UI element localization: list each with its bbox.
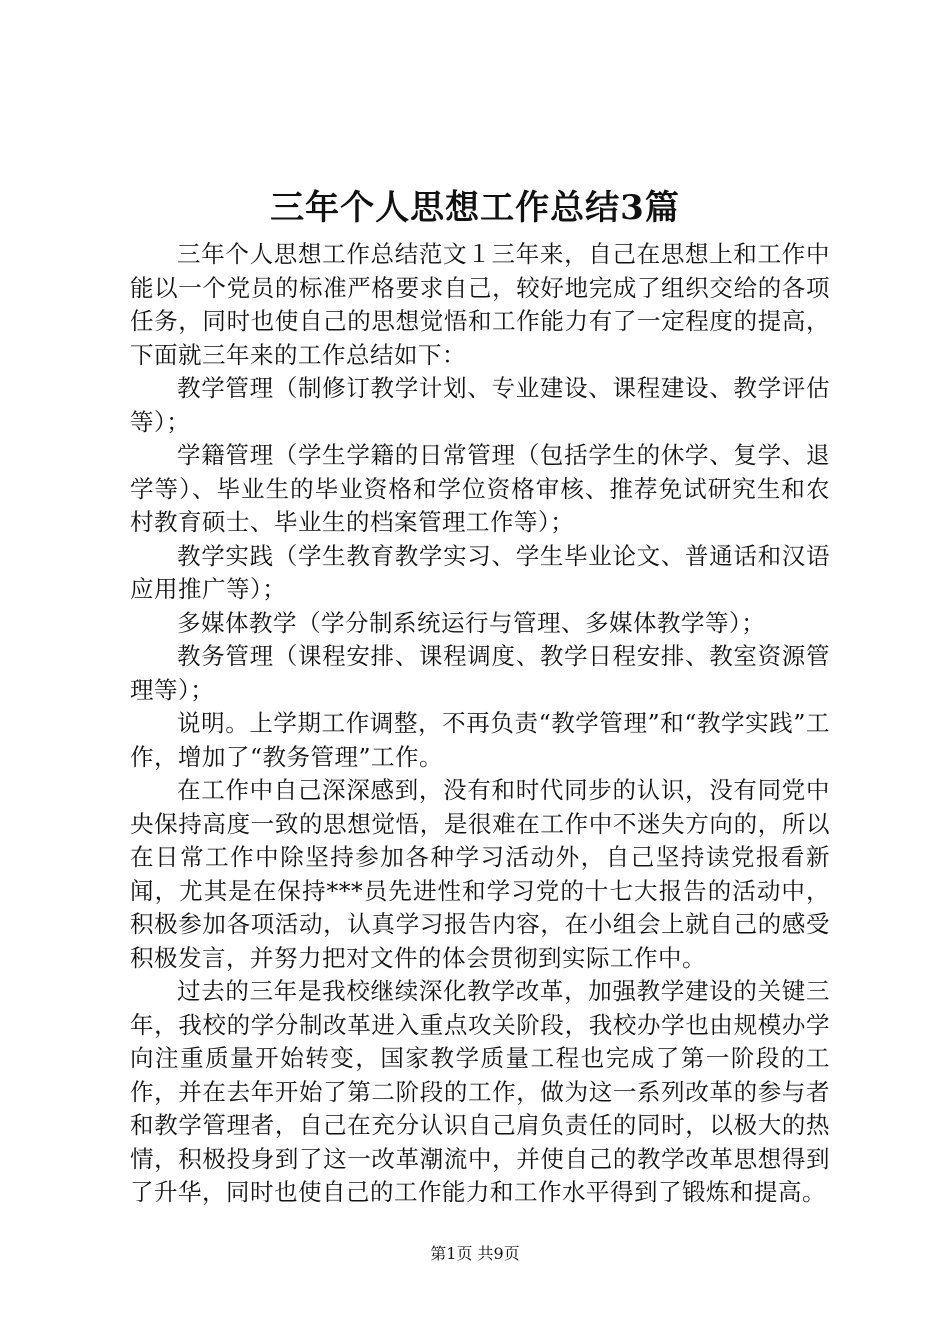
page-footer: 第1页 共9页 xyxy=(430,1244,520,1263)
paragraph-intro: 三年个人思想工作总结范文１三年来，自己在思想上和工作中能以一个党员的标准严格要求自己，较好地完成了组织交给的各项任务，同时也使自己的思想觉悟和工作能力有了一定程度的提高，下面就三年来的工作总结如下： xyxy=(130,240,830,369)
paragraph-teaching-reform: 过去的三年是我校继续深化教学改革，加强教学建设的关键三年，我校的学分制改革进入重点攻关阶段，我校办学也由规模办学向注重质量开始转变，国家教学质量工程也完成了第一阶段的工作，并在去年开始了第二阶段的工作，做为这一系列改革的参与者和教学管理者，自己在充分认识自己肩负责任的同时，以极大的热情，积极投身到了这一改革潮流中，并使自己的教学改革思想得到了升华，同时也使自己的工作能力和工作水平得到了锻炼和提高。 xyxy=(130,977,830,1206)
paragraph-student-status-management: 学籍管理（学生学籍的日常管理（包括学生的休学、复学、退学等）、毕业生的毕业资格和学位资格审核、推荐免试研究生和农村教育硕士、毕业生的档案管理工作等）； xyxy=(130,441,830,536)
paragraph-teaching-management: 教学管理（制修订教学计划、专业建设、课程建设、教学评估等）； xyxy=(130,374,830,436)
document-body xyxy=(130,238,830,1210)
paragraph-academic-affairs: 教务管理（课程安排、课程调度、教学日程安排、教室资源管理等）； xyxy=(130,642,830,704)
paragraph-multimedia-teaching: 多媒体教学（学分制系统运行与管理、多媒体教学等）； xyxy=(177,608,766,637)
paragraph-teaching-practice: 教学实践（学生教育教学实习、学生毕业论文、普通话和汉语应用推广等）； xyxy=(130,541,830,603)
document-title: 三年个人思想工作总结3篇 xyxy=(270,188,680,228)
paragraph-note: 说明。上学期工作调整，不再负责“教学管理”和“教学实践”工作，增加了“教务管理”工作。 xyxy=(130,709,830,771)
paragraph-political-study: 在工作中自己深深感到，没有和时代同步的认识，没有同党中央保持高度一致的思想觉悟，是很难在工作中不迷失方向的，所以在日常工作中除坚持参加各种学习活动外，自己坚持读党报看新闻，尤其是在保持***员先进性和学习党的十七大报告的活动中，积极参加各项活动，认真学习报告内容，在小组会上就自己的感受积极发言，并努力把对文件的体会贯彻到实际工作中。 xyxy=(130,776,830,972)
